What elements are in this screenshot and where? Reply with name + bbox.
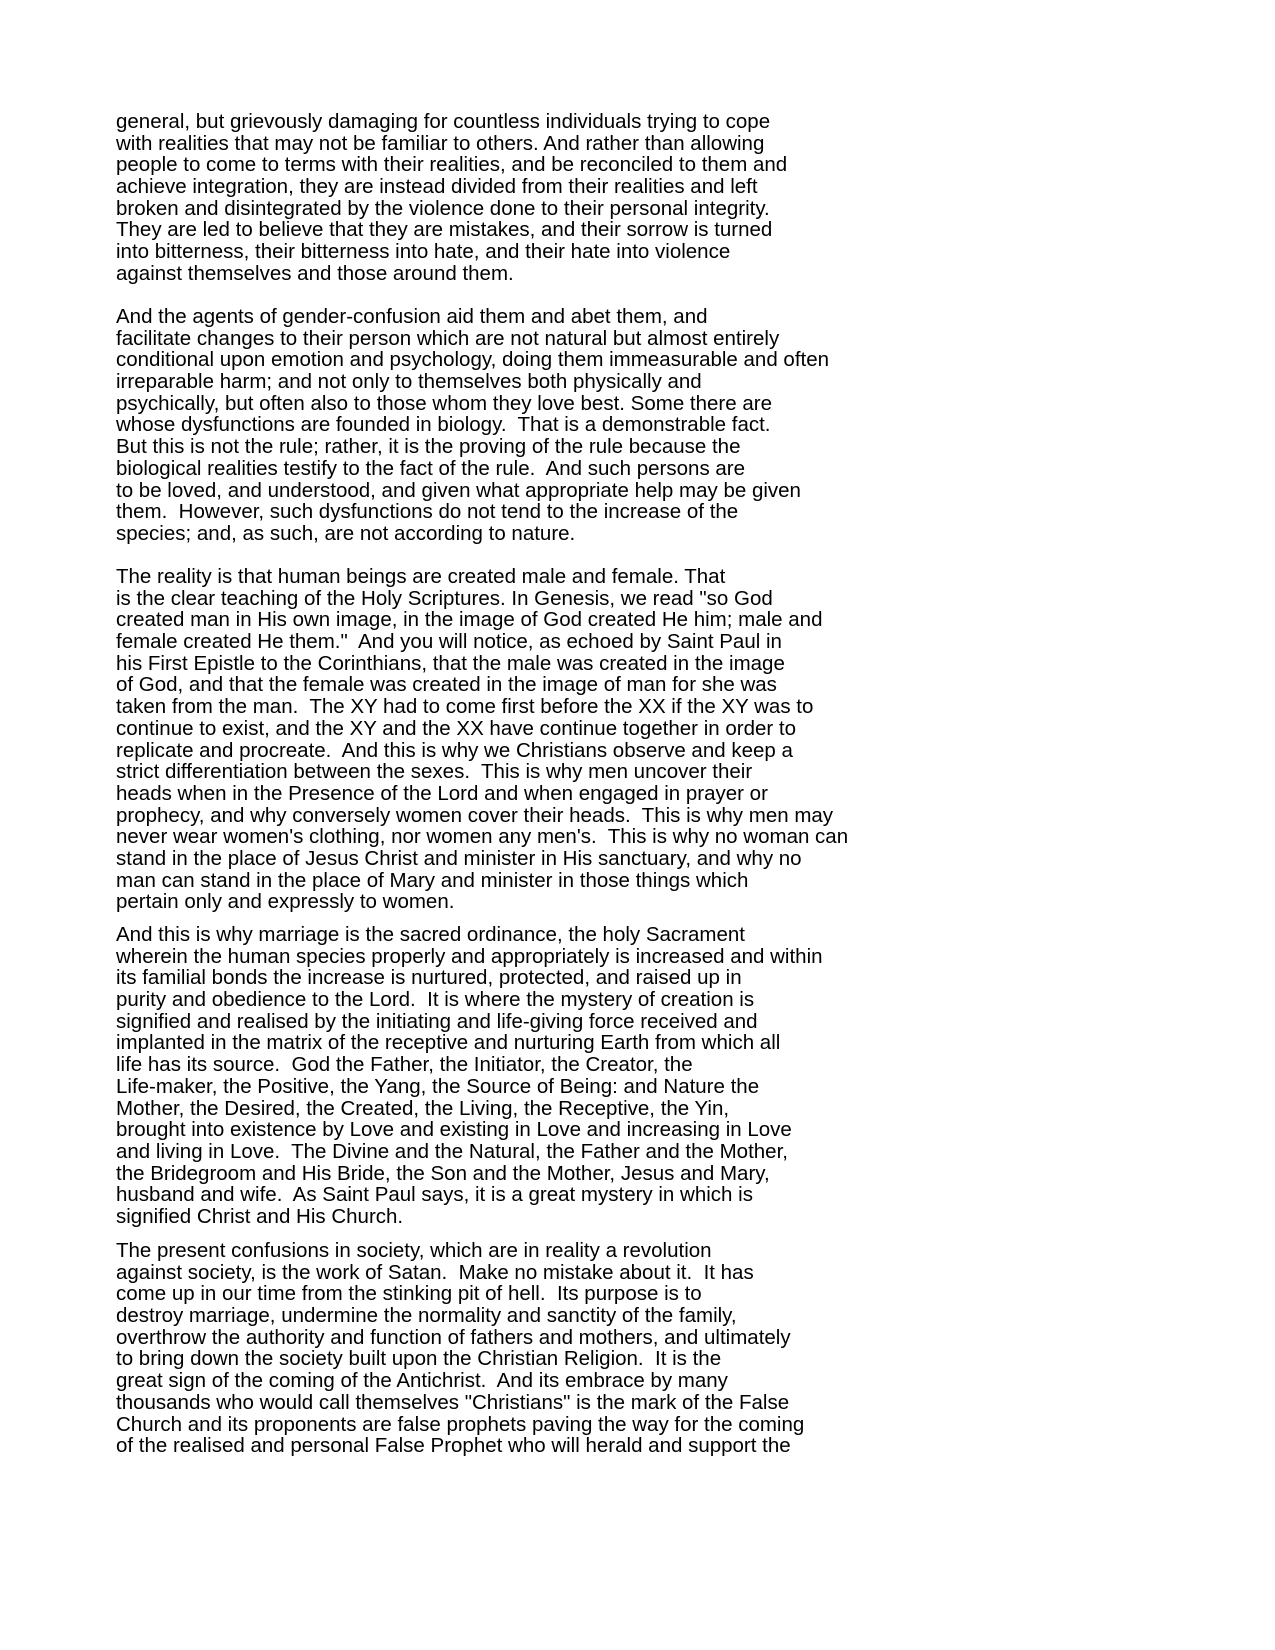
- text-line: And the agents of gender-confusion aid them and abet them, and: [116, 305, 708, 328]
- text-line: overthrow the authority and function of fathers and mothers, and ultimately: [116, 1325, 791, 1349]
- text-line: irreparable harm; and not only to themselves both physically and: [116, 370, 702, 394]
- text-line: his First Epistle to the Corinthians, that the male was created in the image: [116, 651, 785, 675]
- text-line: replicate and procreate. And this is why we Christians observe and keep a: [116, 738, 793, 762]
- text-line: its familial bonds the increase is nurtured, protected, and raised up in: [116, 966, 742, 990]
- text-line: against society, is the work of Satan. Make no mistake about it. It has: [116, 1260, 754, 1284]
- text-line: wherein the human species properly and appropriately is increased and within: [116, 944, 823, 968]
- text-line: stand in the place of Jesus Christ and minister in His sanctuary, and why no: [116, 846, 802, 870]
- text-line: And this is why marriage is the sacred ordinance, the holy Sacrament: [116, 923, 745, 946]
- text-line: They are led to believe that they are mistakes, and their sorrow is turned: [116, 218, 773, 242]
- text-line: created man in His own image, in the image of God created He him; male and: [116, 608, 823, 632]
- text-line: conditional upon emotion and psychology, doing them immeasurable and often: [116, 348, 830, 372]
- text-line: never wear women's clothing, nor women any men's. This is why no woman can: [116, 825, 849, 849]
- text-line: psychically, but often also to those whom they love best. Some there are: [116, 391, 772, 415]
- text-line: heads when in the Presence of the Lord and when engaged in prayer or: [116, 781, 768, 805]
- text-line: signified and realised by the initiating and life-giving force received and: [116, 1009, 758, 1033]
- text-line: Life-maker, the Positive, the Yang, the Source of Being: and Nature the: [116, 1074, 760, 1098]
- text-line: to be loved, and understood, and given what appropriate help may be given: [116, 478, 801, 502]
- text-line: brought into existence by Love and existing in Love and increasing in Love: [116, 1118, 792, 1142]
- text-line: thousands who would call themselves "Christians" is the mark of the False: [116, 1390, 790, 1414]
- text-line: people to come to terms with their realities, and be reconciled to them and: [116, 153, 788, 177]
- text-line: life has its source. God the Father, the Initiator, the Creator, the: [116, 1053, 693, 1077]
- text-line: continue to exist, and the XY and the XX have continue together in order to: [116, 716, 797, 740]
- text-line: man can stand in the place of Mary and minister in those things which: [116, 868, 749, 892]
- text-line: broken and disintegrated by the violence done to their personal integrity.: [116, 196, 770, 220]
- text-line: The present confusions in society, which are in reality a revolution: [116, 1239, 712, 1262]
- text-line: the Bridegroom and His Bride, the Son and the Mother, Jesus and Mary,: [116, 1161, 770, 1185]
- text-line: great sign of the coming of the Antichrist. And its embrace by many: [116, 1369, 728, 1393]
- text-line: purity and obedience to the Lord. It is where the mystery of creation is: [116, 988, 755, 1012]
- text-line: facilitate changes to their person which are not natural but almost entirely: [116, 326, 780, 350]
- paragraph-3: [116, 566, 1116, 913]
- paragraph-2: [116, 306, 1116, 545]
- text-line: to bring down the society built upon the Christian Religion. It is the: [116, 1347, 722, 1371]
- text-line: come up in our time from the stinking pit of hell. Its purpose is to: [116, 1282, 702, 1306]
- text-line: destroy marriage, undermine the normality and sanctity of the family,: [116, 1304, 737, 1328]
- text-line: and living in Love. The Divine and the Natural, the Father and the Mother,: [116, 1139, 788, 1163]
- text-line: prophecy, and why conversely women cover their heads. This is why men may: [116, 803, 834, 827]
- text-line: whose dysfunctions are founded in biology. That is a demonstrable fact.: [116, 413, 771, 437]
- text-line: implanted in the matrix of the receptive and nurturing Earth from which all: [116, 1031, 781, 1055]
- text-line: taken from the man. The XY had to come first before the XX if the XY was to: [116, 695, 814, 719]
- text-line: The reality is that human beings are created male and female. That: [116, 565, 726, 588]
- text-line: female created He them." And you will notice, as echoed by Saint Paul in: [116, 630, 782, 654]
- text-line: of the realised and personal False Prophet who will herald and support the: [116, 1434, 791, 1458]
- text-line: general, but grievously damaging for countless individuals trying to cope: [116, 110, 771, 133]
- text-line: against themselves and those around them.: [116, 261, 514, 285]
- text-line: of God, and that the female was created in the image of man for she was: [116, 673, 777, 697]
- paragraph-4: [116, 924, 1116, 1228]
- text-line: signified Christ and His Church.: [116, 1204, 404, 1228]
- text-line: is the clear teaching of the Holy Scriptures. In Genesis, we read "so God: [116, 586, 773, 610]
- text-line: species; and, as such, are not according to nature.: [116, 521, 576, 545]
- text-line: pertain only and expressly to women.: [116, 890, 455, 914]
- text-line: Mother, the Desired, the Created, the Living, the Receptive, the Yin,: [116, 1096, 730, 1120]
- text-line: strict differentiation between the sexes. This is why men uncover their: [116, 760, 753, 784]
- text-line: them. However, such dysfunctions do not tend to the increase of the: [116, 500, 739, 524]
- text-line: with realities that may not be familiar to others. And rather than allowing: [116, 131, 765, 155]
- text-line: biological realities testify to the fact of the rule. And such persons are: [116, 456, 746, 480]
- paragraph-1: [116, 111, 1116, 285]
- paragraph-5: [116, 1240, 1116, 1457]
- text-line: achieve integration, they are instead divided from their realities and left: [116, 175, 758, 199]
- text-line: But this is not the rule; rather, it is the proving of the rule because the: [116, 435, 741, 459]
- text-line: into bitterness, their bitterness into hate, and their hate into violence: [116, 240, 731, 264]
- text-line: husband and wife. As Saint Paul says, it is a great mystery in which is: [116, 1183, 753, 1207]
- text-line: Church and its proponents are false prophets paving the way for the coming: [116, 1412, 805, 1436]
